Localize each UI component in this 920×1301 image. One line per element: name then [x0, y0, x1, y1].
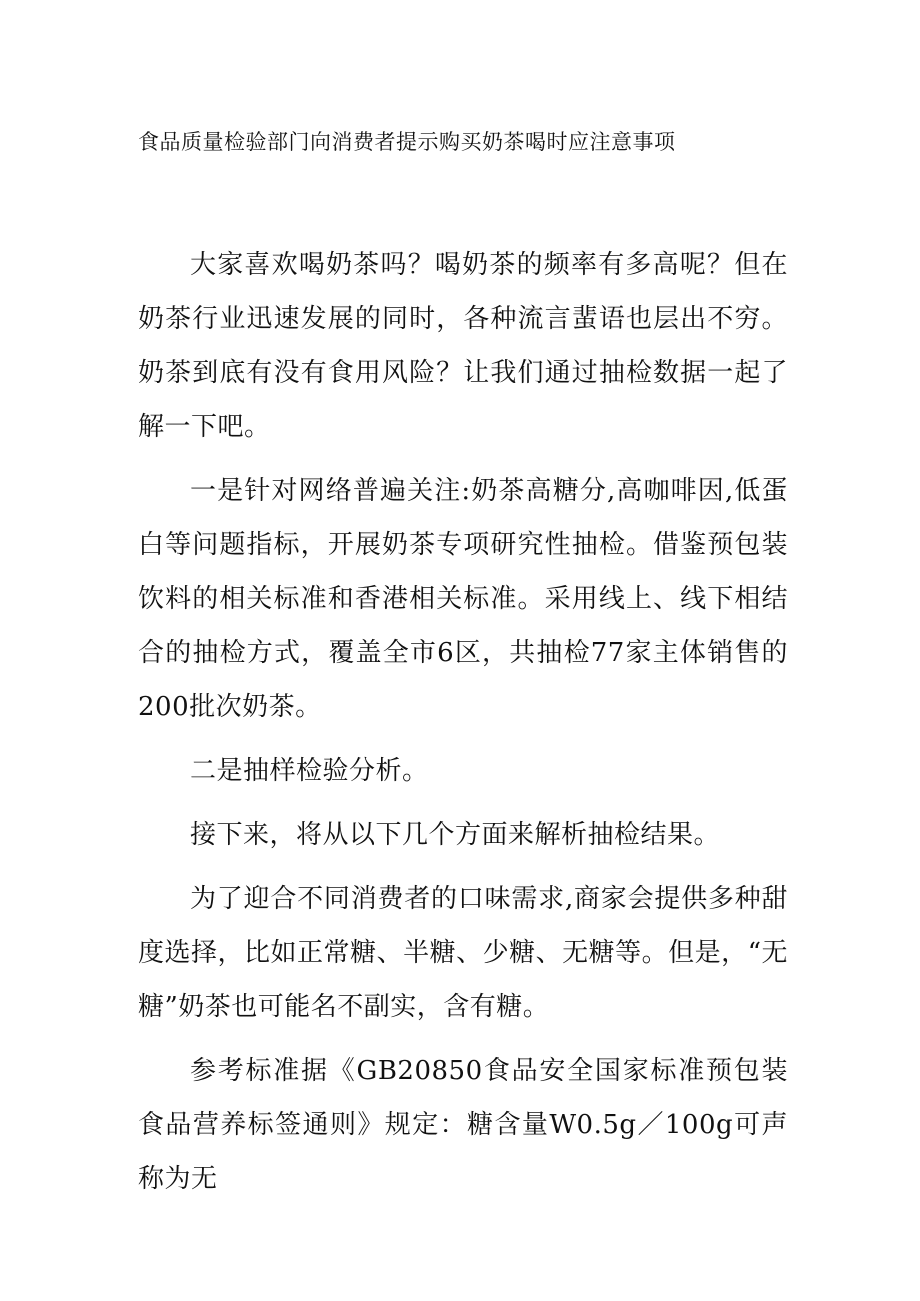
document-body — [138, 238, 788, 1216]
paragraph-point-one: 一是针对网络普遍关注:奶茶高糖分,高咖啡因,低蛋白等问题指标，开展奶茶专项研究性抽检。借鉴预包装饮料的相关标准和香港相关标准。采用线上、线下相结合的抽检方式，覆盖全市6区，共抽检77家主体销售的200批次奶茶。 — [138, 476, 788, 722]
paragraph-point-two: 二是抽样检验分析。 — [190, 756, 429, 786]
paragraph-intro: 大家喜欢喝奶茶吗？喝奶茶的频率有多高呢？但在奶茶行业迅速发展的同时，各种流言蜚语也层出不穷。奶茶到底有没有食用风险？让我们通过抽检数据一起了解一下吧。 — [138, 250, 788, 442]
paragraph-transition: 接下来，将从以下几个方面来解析抽检结果。 — [190, 820, 721, 850]
paragraph-sugar-options: 为了迎合不同消费者的口味需求,商家会提供多种甜度选择，比如正常糖、半糖、少糖、无糖等。但是，“无糖”奶茶也可能名不副实，含有糖。 — [138, 884, 788, 1022]
paragraph-standard-reference: 参考标准据《GB20850食品安全国家标准预包装食品营养标签通则》规定：糖含量W0.5g／100g可声称为无 — [138, 1056, 788, 1194]
document-title: 食品质量检验部门向消费者提示购买奶茶喝时应注意事项 — [138, 130, 676, 154]
